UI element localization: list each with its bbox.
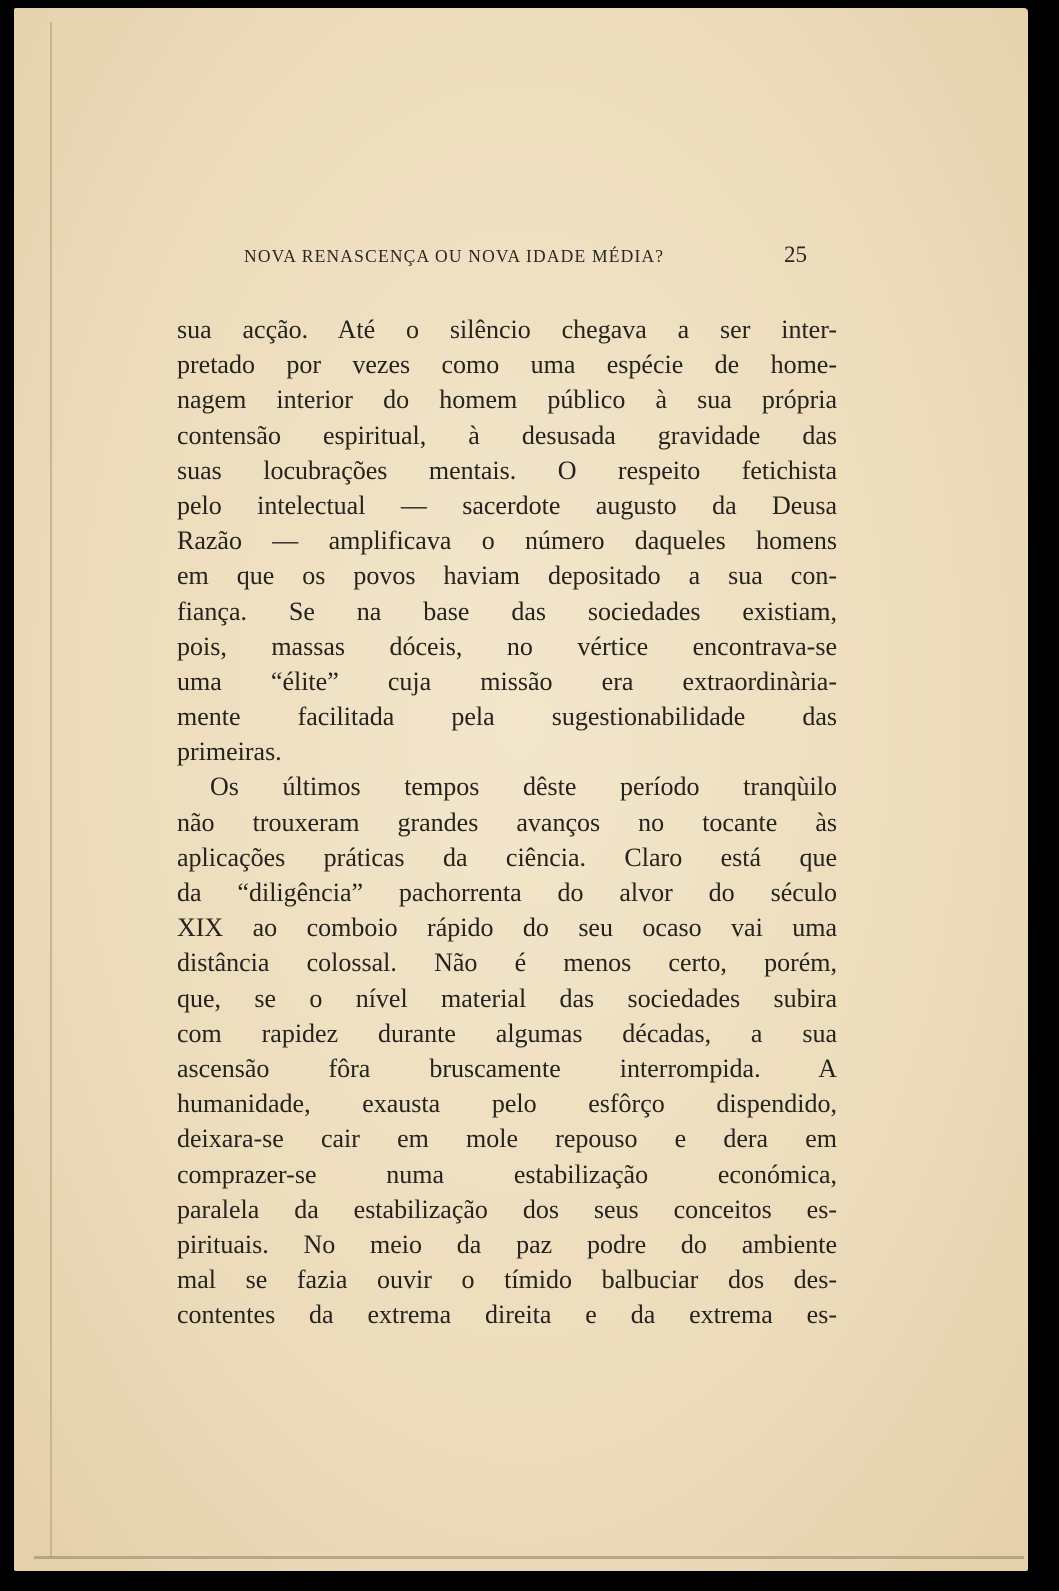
text-line: contensão espiritual, à desusada gravidade das: [177, 420, 837, 450]
text-line: pelo intelectual — sacerdote augusto da Deusa: [177, 490, 837, 520]
text-line: comprazer-se numa estabilização económica,: [177, 1159, 837, 1189]
text-line: pirituais. No meio da paz podre do ambiente: [177, 1229, 837, 1259]
text-line: mente facilitada pela sugestionabilidade das: [177, 702, 837, 732]
text-line: deixara-se cair em mole repouso e dera em: [177, 1124, 837, 1154]
text-line: distância colossal. Não é menos certo, porém,: [177, 948, 837, 978]
paragraph-2: [177, 769, 837, 1332]
running-title: NOVA RENASCENÇA OU NOVA IDADE MÉDIA?: [244, 246, 665, 266]
text-line: fiança. Se na base das sociedades existiam,: [177, 596, 837, 626]
text-line: sua acção. Até o silêncio chegava a ser inter-: [177, 315, 837, 344]
text-line: pois, massas dóceis, no vértice encontrava-se: [177, 631, 837, 661]
body-text: [177, 312, 837, 1332]
book-page: [14, 8, 1028, 1571]
text-line: mal se fazia ouvir o tímido balbuciar dos des-: [177, 1265, 837, 1295]
text-line: XIX ao comboio rápido do seu ocaso vai uma: [177, 913, 837, 943]
text-line: contentes da extrema direita e da extrema es-: [177, 1300, 837, 1330]
text-line: primeiras.: [177, 737, 282, 767]
text-line: ascensão fôra bruscamente interrompida. A: [177, 1053, 837, 1083]
text-line: nagem interior do homem público à sua própria: [177, 385, 837, 415]
text-line: com rapidez durante algumas décadas, a sua: [177, 1018, 837, 1048]
text-line: Razão — amplificava o número daqueles homens: [177, 526, 837, 556]
text-line: que, se o nível material das sociedades subira: [177, 983, 837, 1013]
text-line: da “diligência” pachorrenta do alvor do século: [177, 878, 837, 907]
text-line: pretado por vezes como uma espécie de home-: [177, 350, 837, 380]
text-line: suas locubrações mentais. O respeito fetichista: [177, 455, 837, 485]
paragraph-1: [177, 312, 837, 769]
text-line: humanidade, exausta pelo esfôrço dispendido,: [177, 1089, 837, 1119]
text-line: paralela da estabilização dos seus conceitos es-: [177, 1194, 837, 1224]
page-number: 25: [784, 242, 807, 267]
text-line: uma “élite” cuja missão era extraordinària-: [177, 666, 837, 696]
text-line: em que os povos haviam depositado a sua con-: [177, 561, 837, 591]
text-line: Os últimos tempos dêste período tranqùilo: [210, 772, 837, 802]
page-header: [14, 242, 1028, 276]
page-bottom-edge: [34, 1556, 1024, 1559]
text-line: não trouxeram grandes avanços no tocante às: [177, 807, 837, 837]
text-line: aplicações práticas da ciência. Claro está que: [177, 842, 837, 872]
